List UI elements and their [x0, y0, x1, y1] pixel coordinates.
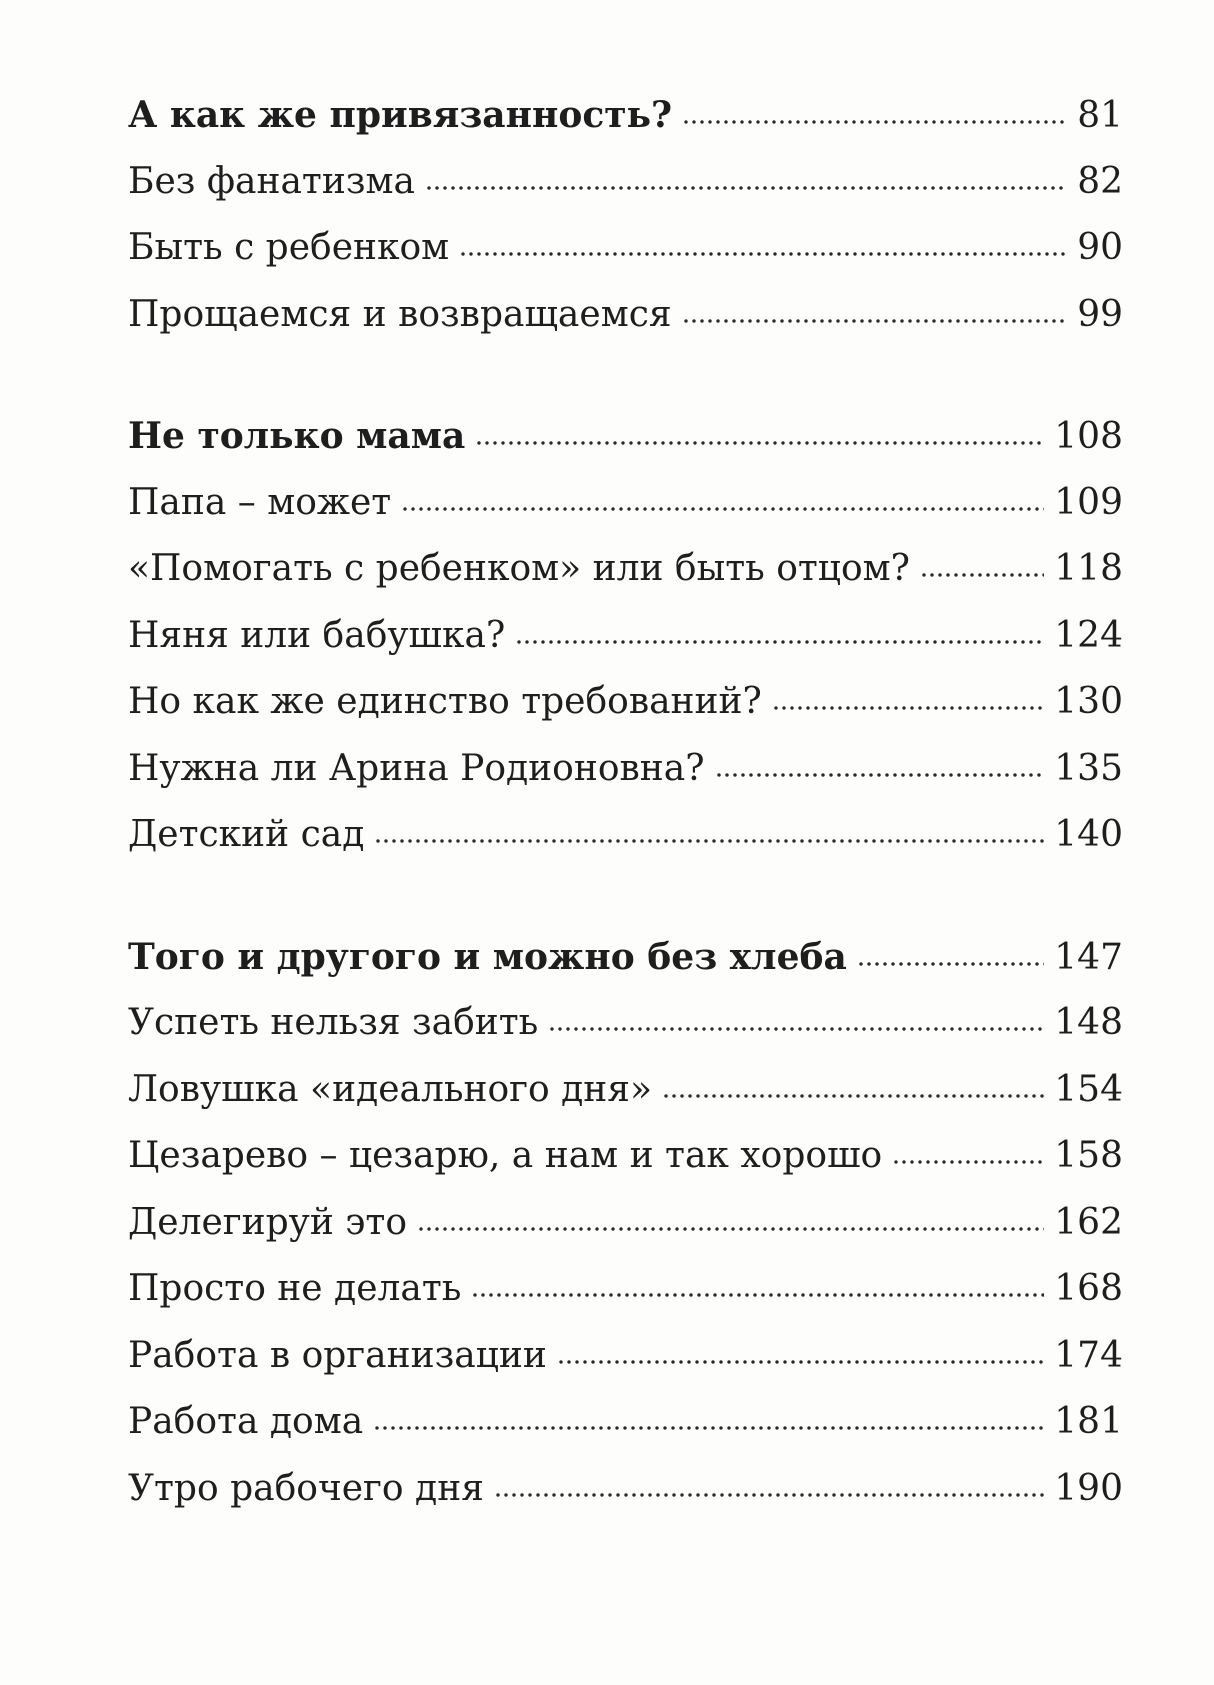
dot-leader	[515, 639, 1044, 645]
toc-entry	[128, 669, 1123, 736]
page-number: 190	[1054, 1467, 1123, 1509]
toc-chapter-entry	[128, 924, 1123, 991]
dot-leader	[662, 1093, 1044, 1099]
entry-title: Того и другого и можно без хлеба	[128, 935, 847, 978]
entry-title: А как же привязанность?	[128, 94, 673, 136]
dot-leader	[475, 440, 1044, 446]
toc-entry	[128, 1057, 1123, 1124]
toc-chapter-entry	[128, 403, 1123, 470]
dot-leader	[374, 838, 1044, 844]
table-of-contents	[128, 82, 1123, 1522]
dot-leader	[892, 1159, 1044, 1165]
dot-leader	[682, 119, 1067, 125]
page-number: 90	[1077, 227, 1123, 268]
toc-entry	[128, 1123, 1123, 1190]
entry-title: Няня или бабушка?	[128, 614, 506, 656]
page-number: 118	[1054, 548, 1123, 589]
dot-leader	[548, 1026, 1044, 1032]
page-number: 135	[1054, 747, 1123, 789]
dot-leader	[772, 705, 1044, 711]
toc-section	[128, 924, 1123, 1523]
entry-title: Не только мама	[128, 415, 466, 457]
page-number: 124	[1054, 614, 1123, 656]
entry-title: Но как же единство требований?	[128, 681, 762, 722]
page-number: 162	[1054, 1201, 1123, 1243]
toc-entry	[128, 1323, 1123, 1390]
page-number: 81	[1077, 95, 1123, 136]
page-number: 147	[1054, 936, 1123, 978]
dot-leader	[494, 1492, 1044, 1498]
entry-title: Просто не делать	[128, 1268, 462, 1309]
toc-section	[128, 82, 1123, 348]
dot-leader	[857, 961, 1044, 967]
dot-leader	[373, 1425, 1044, 1431]
entry-title: Папа – может	[128, 481, 392, 523]
page-number: 99	[1077, 293, 1123, 335]
entry-title: Утро рабочего дня	[128, 1467, 484, 1509]
page-number: 174	[1054, 1334, 1123, 1376]
entry-title: Работа в организации	[128, 1334, 547, 1376]
toc-entry	[128, 1389, 1123, 1456]
dot-leader	[557, 1359, 1044, 1365]
page-number: 181	[1054, 1401, 1123, 1442]
page-number: 130	[1054, 681, 1123, 722]
toc-chapter-entry	[128, 82, 1123, 149]
toc-entry	[128, 802, 1123, 869]
toc-entry	[128, 470, 1123, 537]
dot-leader	[401, 506, 1044, 512]
dot-leader	[459, 251, 1067, 257]
page-number: 158	[1054, 1135, 1123, 1176]
entry-title: Без фанатизма	[128, 160, 415, 202]
toc-section	[128, 403, 1123, 869]
entry-title: Быть с ребенком	[128, 227, 450, 268]
page-number: 82	[1077, 160, 1123, 202]
toc-entry	[128, 1256, 1123, 1323]
toc-entry	[128, 149, 1123, 216]
dot-leader	[425, 185, 1067, 191]
toc-entry	[128, 990, 1123, 1057]
entry-title: Успеть нельзя забить	[128, 1002, 539, 1043]
dot-leader	[417, 1226, 1044, 1232]
dot-leader	[682, 318, 1068, 324]
page-number: 140	[1054, 814, 1123, 855]
toc-entry	[128, 215, 1123, 282]
entry-title: Нужна ли Арина Родионовна?	[128, 747, 705, 789]
entry-title: Прощаемся и возвращаемся	[128, 293, 672, 335]
toc-entry	[128, 536, 1123, 603]
page-number: 168	[1054, 1268, 1123, 1309]
entry-title: «Помогать с ребенком» или быть отцом?	[128, 548, 910, 589]
entry-title: Ловушка «идеального дня»	[128, 1068, 653, 1110]
toc-entry	[128, 1456, 1123, 1523]
entry-title: Детский сад	[128, 814, 365, 855]
toc-entry	[128, 282, 1123, 349]
dot-leader	[471, 1292, 1044, 1298]
entry-title: Цезарево – цезарю, а нам и так хорошо	[128, 1135, 883, 1176]
page-number: 148	[1054, 1002, 1123, 1043]
dot-leader	[920, 572, 1044, 578]
page-number: 109	[1054, 481, 1123, 523]
entry-title: Делегируй это	[128, 1201, 408, 1243]
dot-leader	[715, 772, 1045, 778]
page-number: 108	[1054, 416, 1123, 457]
toc-entry	[128, 736, 1123, 803]
toc-entry	[128, 603, 1123, 670]
page-number: 154	[1054, 1068, 1123, 1110]
toc-entry	[128, 1190, 1123, 1257]
entry-title: Работа дома	[128, 1401, 364, 1442]
